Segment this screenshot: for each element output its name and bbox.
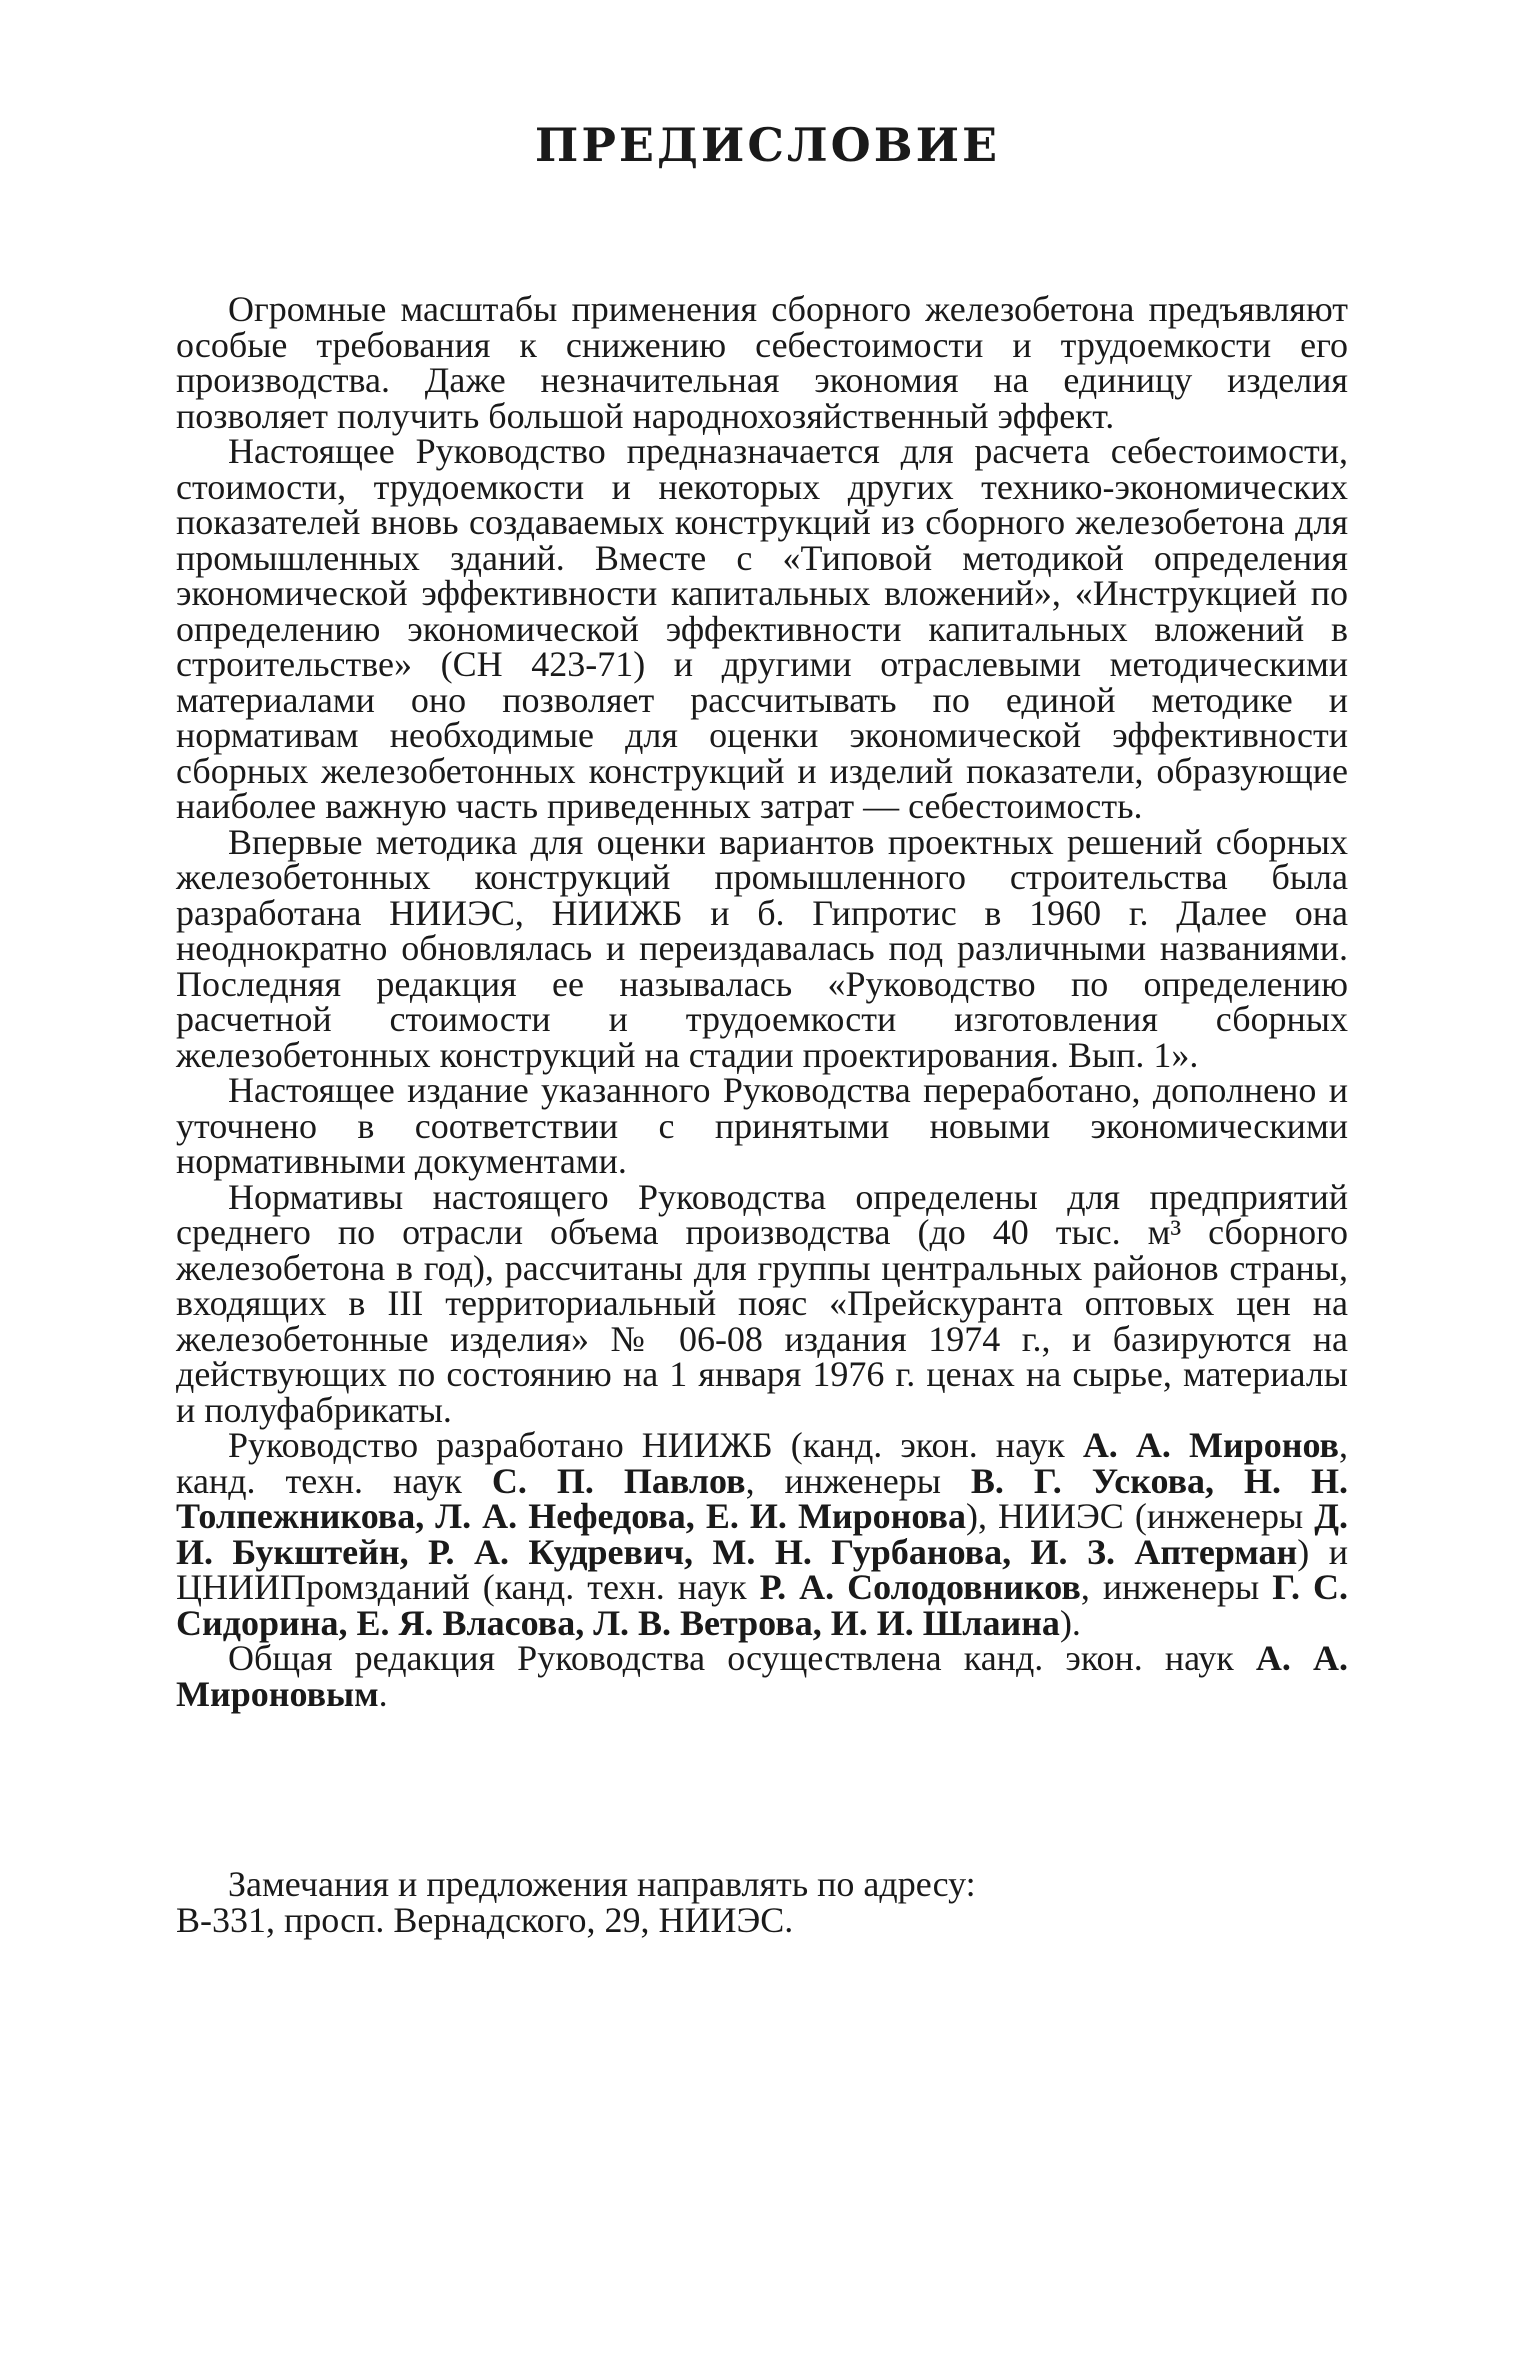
address-line-1: Замечания и предложения направлять по адресу: xyxy=(228,1864,976,1904)
authors-text: , инженеры xyxy=(1080,1567,1260,1607)
author-name: А. А. Миронов xyxy=(1082,1425,1339,1465)
authors-paragraph xyxy=(176,1425,1349,1643)
paragraph-4: Настоящее издание указанного Руководства переработано, дополнено и уточнено в соответствии с принятыми новыми экономическими нормативными документами. xyxy=(176,1070,1348,1181)
paragraph-5: Нормативы настоящего Руководства определены для предприятий среднего по отрасли объема производства (до 40 тыс. м³ сборного железобетона в год), рассчитаны для группы центральных районов страны, входящих в III территориальный пояс «Прейскуранта оптовых цен на железобетонные изделия» № 06-08 издания 1974 г., и базируются на действующих по состоянию на 1 января 1976 г. ценах на сырье, материалы и полуфабрикаты. xyxy=(176,1176,1348,1430)
authors-text: ) и ЦНИИПромзданий (канд. техн. наук xyxy=(176,1531,1348,1607)
paragraph-2: Настоящее Руководство предназначается для расчета себестоимости, стоимости, трудоемкости и некоторых других технико-экономических показателей вновь создаваемых конструкций из сборного железобетона для промышленных зданий. Вместе с «Типовой методикой определения экономической эффективности капитальных вложений», «Инструкцией по определению экономической эффективности капитальных вложений в строительстве» (СН 423-71) и другими отраслевыми методическими материалами оно позволяет рассчитывать по единой методике и нормативам необходимые для оценки экономической эффективности сборных железобетонных конструкций и изделий показатели, образующие наиболее важную часть приведенных затрат — себестоимость. xyxy=(176,431,1348,826)
authors-text: , инженеры xyxy=(745,1460,941,1501)
author-name: Р. А. Солодовников xyxy=(759,1567,1081,1607)
editor-name: А. А. Мироновым xyxy=(176,1638,1349,1714)
page-title: ПРЕДИСЛОВИЕ xyxy=(534,118,1001,172)
authors-intro: Руководство разработано НИИЖБ (канд. экон. наук xyxy=(228,1425,1065,1465)
authors-text: ), НИИЭС (инженеры xyxy=(965,1496,1304,1536)
paragraph-1: Огромные масштабы применения сборного железобетона предъявляют особые требования к снижению себестоимости и трудоемкости его производства. Даже незначительная экономия на единицу изделия позволяет получить большой народнохозяйственный эффект. xyxy=(176,289,1348,436)
address-line-2: В-331, просп. Вернадского, 29, НИИЭС. xyxy=(176,1900,794,1940)
author-names: В. Г. Ускова, Н. Н. Толпежникова, Л. А. Нефедова, Е. И. Миронова xyxy=(176,1460,1348,1536)
paragraph-3: Впервые методика для оценки вариантов проектных решений сборных железобетонных конструкций промышленного строительства была разработана НИИЭС, НИИЖБ и б. Гипротис в 1960 г. Далее она неоднократно обновлялась и переиздавалась под различными названиями. Последняя редакция ее называлась «Руководство по определению расчетной стоимости и трудоемкости изготовления сборных железобетонных конструкций на стадии проектирования. Вып. 1». xyxy=(176,821,1348,1075)
editor-text: Общая редакция Руководства осуществлена канд. экон. наук xyxy=(228,1638,1234,1678)
preface-body xyxy=(176,289,1349,1714)
editor-paragraph xyxy=(176,1638,1349,1714)
author-names: Г. С. Сидорина, Е. Я. Власова, Л. В. Ветрова, И. И. Шлаина xyxy=(176,1567,1349,1643)
author-name: С. П. Павлов xyxy=(491,1460,746,1501)
authors-text: , канд. техн. наук xyxy=(176,1425,1348,1501)
editor-end: . xyxy=(378,1673,388,1714)
authors-text: ). xyxy=(1059,1602,1081,1643)
author-names: Д. И. Букштейн, Р. А. Кудревич, М. Н. Гурбанова, И. З. Аптерман xyxy=(176,1496,1348,1572)
address-block xyxy=(176,1866,1348,1938)
